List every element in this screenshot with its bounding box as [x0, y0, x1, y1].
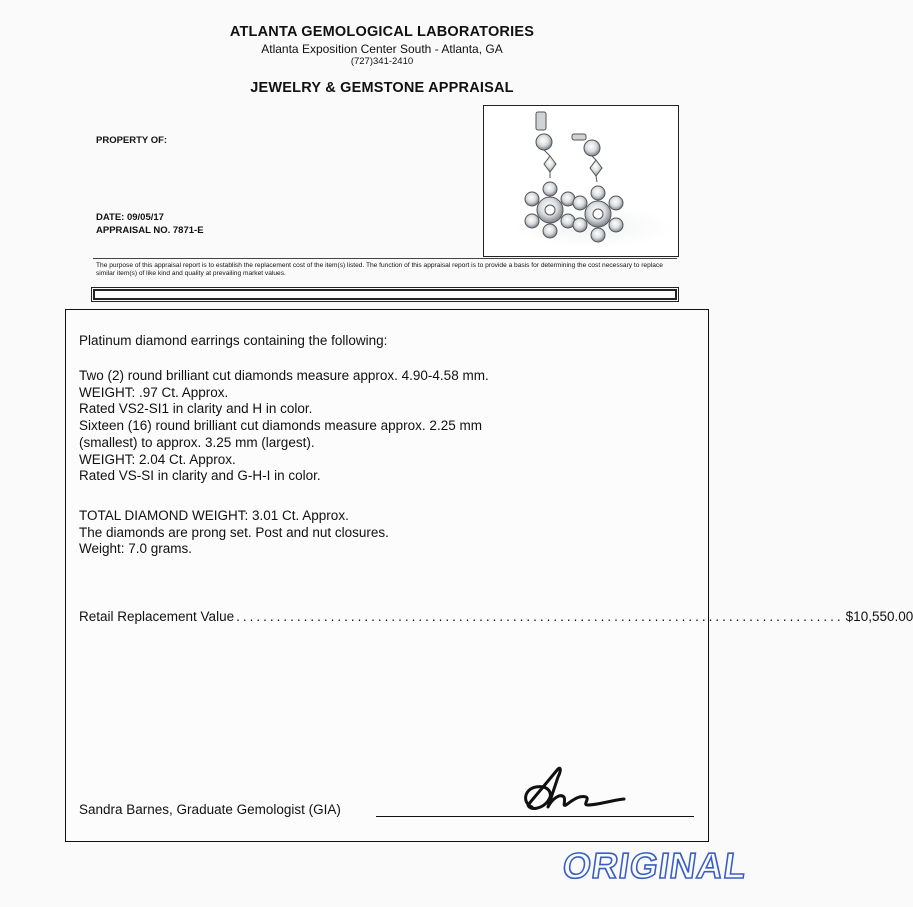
- summary-line: The diamonds are prong set. Post and nut closures.: [79, 524, 389, 540]
- retail-value-label: Retail Replacement Value: [79, 609, 235, 624]
- appraisal-date: DATE: 09/05/17: [96, 212, 164, 223]
- property-of-label: PROPERTY OF:: [96, 135, 168, 146]
- earrings-photo: [483, 105, 679, 257]
- summary-line: TOTAL DIAMOND WEIGHT: 3.01 Ct. Approx.: [79, 508, 349, 523]
- handwritten-signature: [518, 763, 628, 828]
- summary-line: Weight: 7.0 grams.: [79, 541, 193, 557]
- retail-value-row: [79, 609, 913, 624]
- double-border-bar: [93, 289, 677, 300]
- lab-name: ATLANTA GEMOLOGICAL LABORATORIES: [229, 24, 535, 40]
- description-line: WEIGHT: 2.04 Ct. Approx.: [79, 451, 236, 467]
- description-line: (smallest) to approx. 3.25 mm (largest).: [79, 434, 315, 450]
- description-line: Rated VS-SI in clarity and G-H-I in color.: [79, 468, 321, 484]
- description-summary: [79, 508, 389, 558]
- lab-phone: (727)341-2410: [350, 56, 414, 67]
- stamp-text: ORIGINAL: [560, 845, 750, 886]
- original-stamp: [557, 838, 750, 895]
- header-rule: [93, 258, 677, 259]
- description-line: Sixteen (16) round brilliant cut diamonds measure approx. 2.25 mm: [79, 418, 482, 434]
- description-intro: Platinum diamond earrings containing the following:: [79, 333, 388, 348]
- description-line: Rated VS2-SI1 in clarity and H in color.: [79, 401, 313, 417]
- disclaimer-text: The purpose of this appraisal report is to establish the replacement cost of the item(s) listed. The function of this appraisal report is to provide a basis for determining the cost necessary to replace similar item(s) of like kind and quality at prevailing market values.: [96, 262, 663, 278]
- appraiser-name: Sandra Barnes, Graduate Gemologist (GIA): [79, 802, 341, 817]
- description-line: Two (2) round brilliant cut diamonds measure approx. 4.90-4.58 mm.: [79, 368, 489, 383]
- leader-dots: ..........................................................................................: [236, 609, 844, 624]
- appraisal-number: APPRAISAL NO. 7871-E: [96, 225, 204, 236]
- retail-value-amount: $10,550.00: [845, 609, 913, 624]
- description-line: WEIGHT: .97 Ct. Approx.: [79, 384, 229, 400]
- lab-address: Atlanta Exposition Center South - Atlanta, GA: [261, 42, 503, 56]
- document-title: JEWELRY & GEMSTONE APPRAISAL: [250, 80, 514, 96]
- description-details: [79, 368, 489, 485]
